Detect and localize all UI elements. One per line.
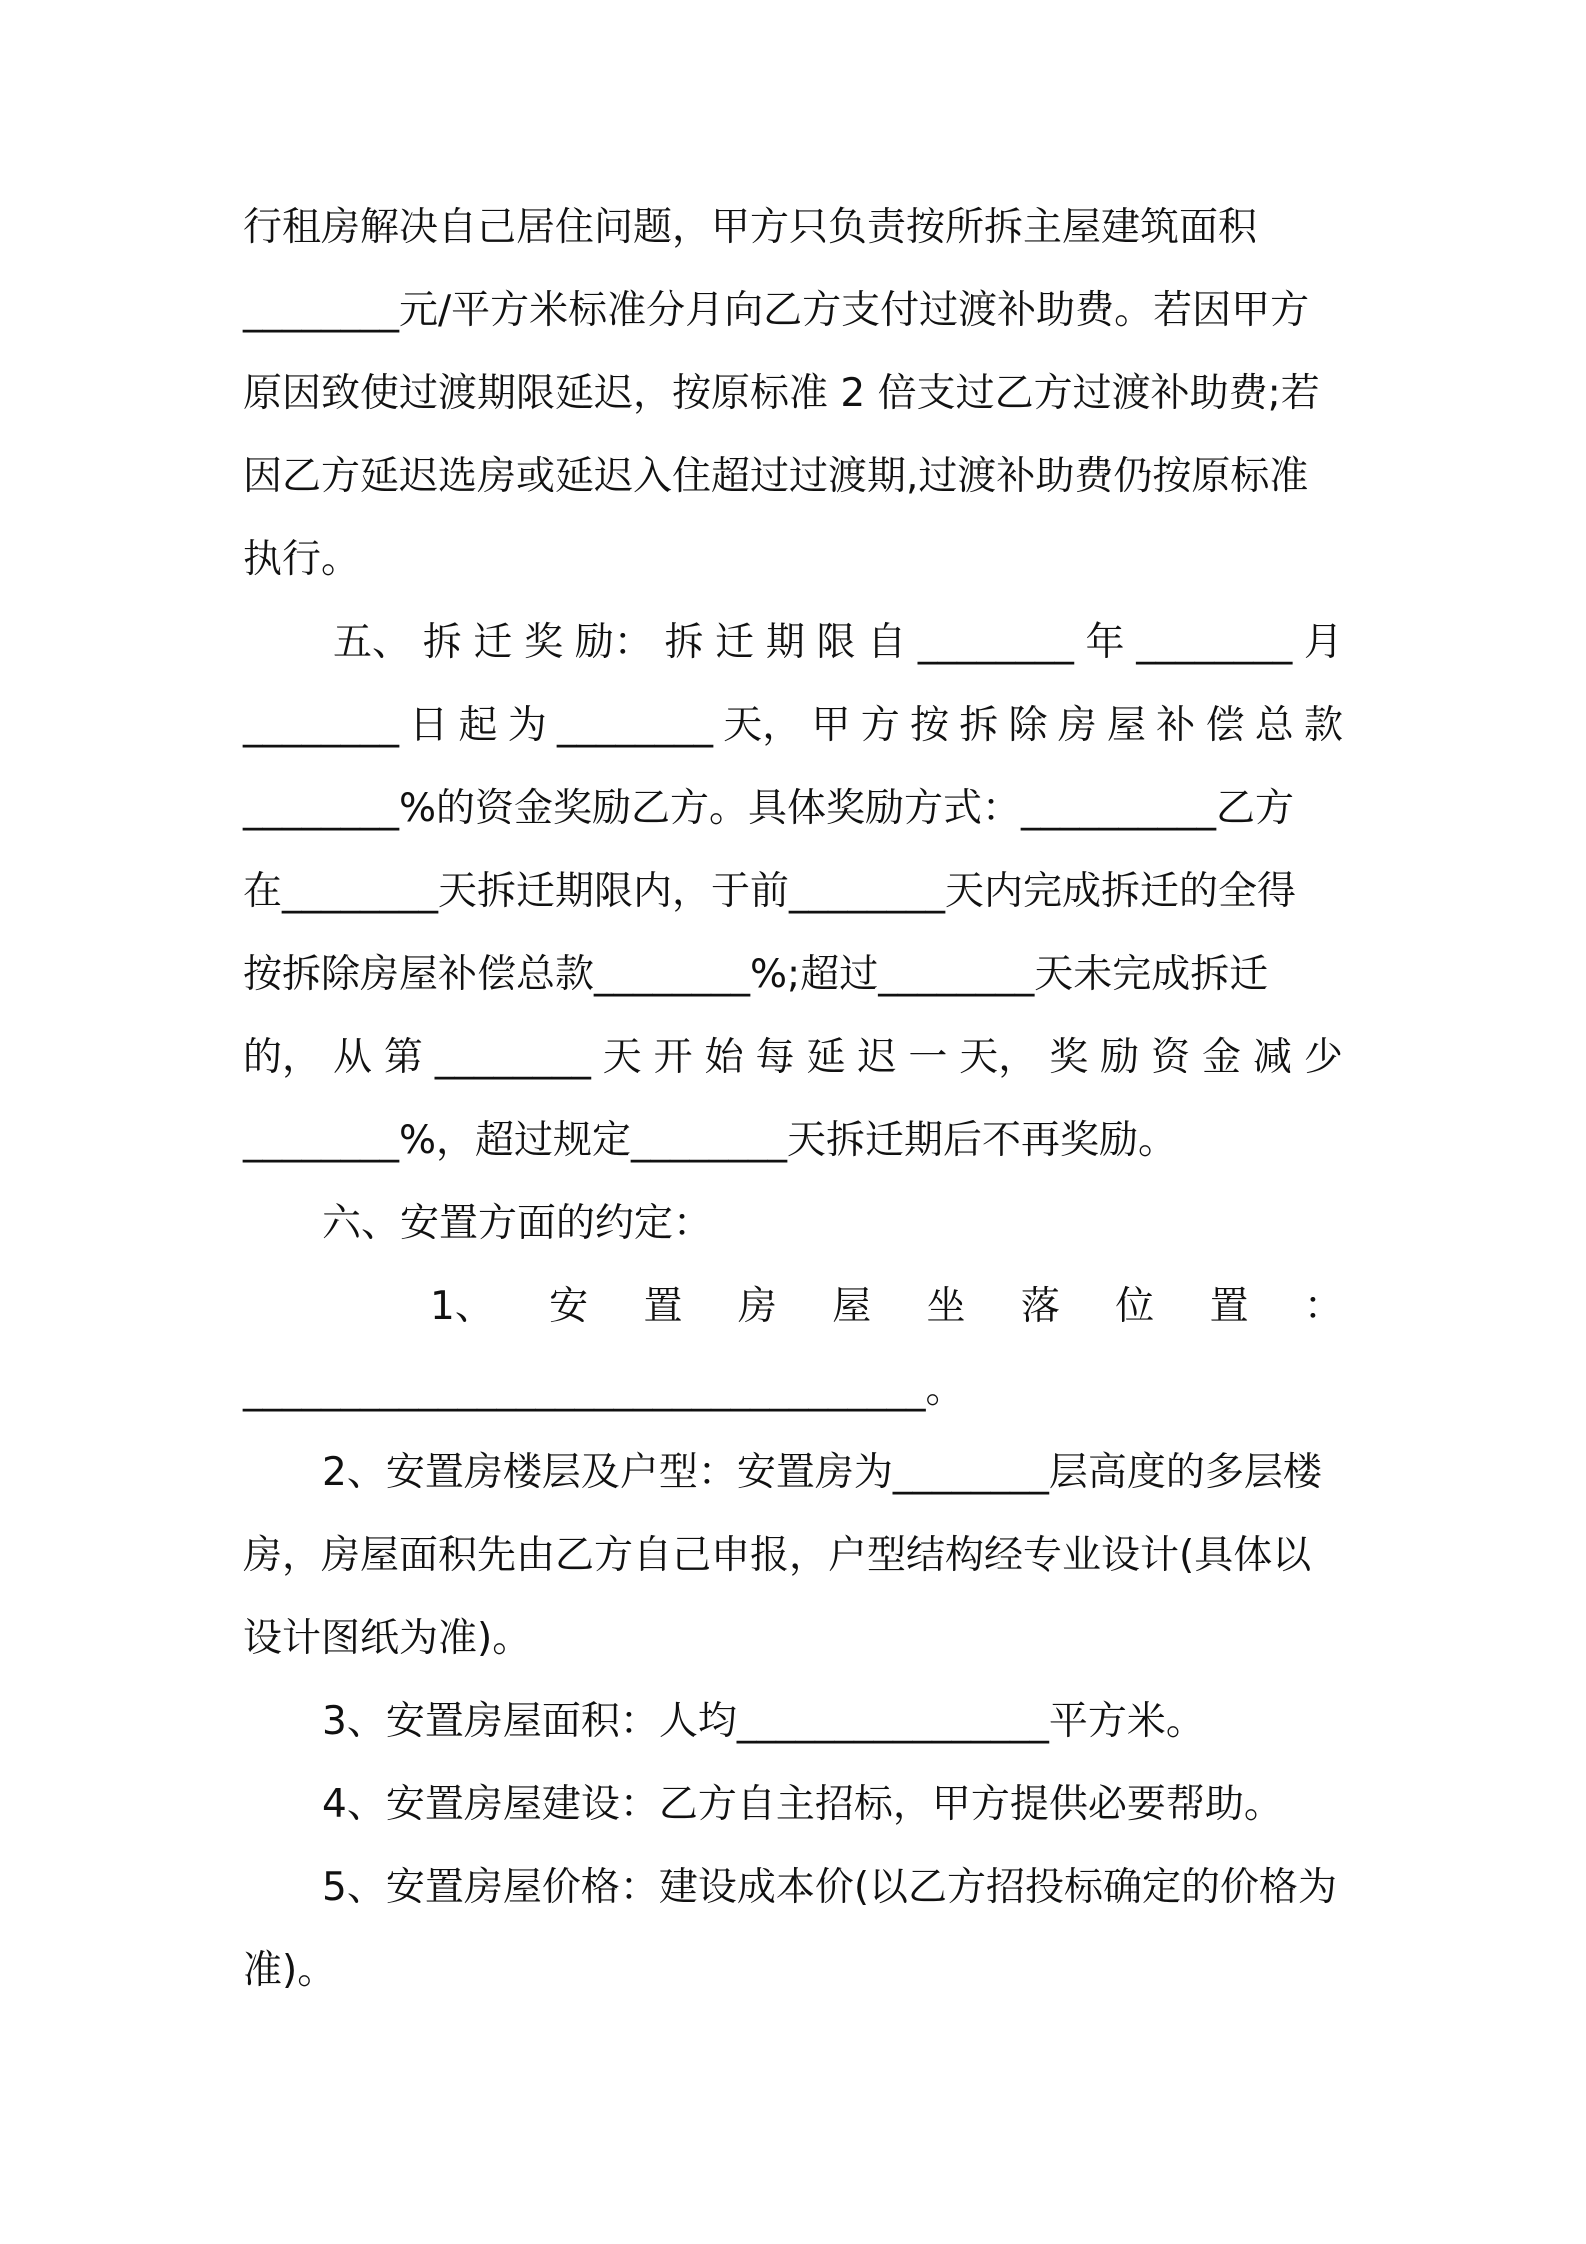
text-segment: 迁 xyxy=(715,620,755,665)
text-segment: 补 xyxy=(1156,703,1196,748)
text-segment: 按 xyxy=(909,703,949,748)
text-line: 4、安置房屋建设：乙方自主招标，甲方提供必要帮助。 xyxy=(322,1782,1283,1827)
text-line: 执行。 xyxy=(243,537,361,582)
text-segment: 奖 xyxy=(1049,1035,1089,1080)
text-segment: 1、 xyxy=(430,1284,494,1329)
item-one-heading-line xyxy=(430,1279,1343,1335)
text-segment: 迟 xyxy=(857,1035,897,1080)
text-segment: ： xyxy=(1303,1284,1343,1329)
section-six-heading: 六、安置方面的约定： xyxy=(322,1201,713,1246)
text-segment: 始 xyxy=(704,1035,744,1080)
text-segment: 置 xyxy=(643,1284,683,1329)
text-segment: 置 xyxy=(1209,1284,1249,1329)
section-five-heading-line xyxy=(333,615,1343,671)
text-segment: 总 xyxy=(1254,703,1294,748)
text-segment: 房 xyxy=(1057,703,1097,748)
text-segment: 拆 xyxy=(422,620,462,665)
text-line-justified xyxy=(243,698,1343,754)
text-segment: 为 xyxy=(507,703,547,748)
text-line-justified xyxy=(243,1030,1343,1086)
text-segment: 少 xyxy=(1303,1035,1343,1080)
text-segment: 期 xyxy=(765,620,805,665)
text-line: 设计图纸为准)。 xyxy=(243,1616,532,1661)
text-line: 3、安置房屋面积：人均________________平方米。 xyxy=(322,1699,1205,1744)
text-line: ________元/平方米标准分月向乙方支付过渡补助费。若因甲方 xyxy=(243,288,1310,333)
text-segment: 减 xyxy=(1252,1035,1292,1080)
text-segment: 开 xyxy=(653,1035,693,1080)
text-segment: 天， xyxy=(723,703,802,748)
blank-line: ___________________________________。 xyxy=(243,1367,965,1412)
text-segment: 励 xyxy=(1100,1035,1140,1080)
text-segment: 资 xyxy=(1151,1035,1191,1080)
text-segment: 方 xyxy=(860,703,900,748)
text-line: ________%的资金奖励乙方。具体奖励方式：__________乙方 xyxy=(243,786,1295,831)
text-segment: 限 xyxy=(816,620,856,665)
text-line: 准)。 xyxy=(243,1948,337,1993)
text-line: 2、安置房楼层及户型：安置房为________层高度的多层楼 xyxy=(322,1450,1322,1495)
text-segment: 从 xyxy=(332,1035,372,1080)
text-line: 行租房解决自己居住问题，甲方只负责按所拆主屋建筑面积 xyxy=(243,205,1258,250)
text-segment: 位 xyxy=(1115,1284,1155,1329)
text-segment: 自 xyxy=(867,620,907,665)
text-segment: 屋 xyxy=(832,1284,872,1329)
text-segment: 安 xyxy=(549,1284,589,1329)
text-line: ________%，超过规定________天拆迁期后不再奖励。 xyxy=(243,1118,1178,1163)
blank-field: ________ xyxy=(1136,620,1293,665)
text-segment: 月 xyxy=(1303,620,1343,665)
text-line: 按拆除房屋补偿总款________%;超过________天未完成拆迁 xyxy=(243,952,1269,997)
blank-field: ________ xyxy=(917,620,1074,665)
text-segment: 延 xyxy=(806,1035,846,1080)
text-segment: 五、 xyxy=(333,620,412,665)
text-segment: 款 xyxy=(1303,703,1343,748)
text-segment: 年 xyxy=(1085,620,1125,665)
text-segment: 拆 xyxy=(664,620,704,665)
text-segment: 天 xyxy=(602,1035,642,1080)
text-segment: 除 xyxy=(1008,703,1048,748)
blank-field: ________ xyxy=(556,703,713,748)
text-segment: 一 xyxy=(908,1035,948,1080)
text-line: 在________天拆迁期限内，于前________天内完成拆迁的全得 xyxy=(243,869,1297,914)
text-segment: 屋 xyxy=(1106,703,1146,748)
text-segment: 落 xyxy=(1020,1284,1060,1329)
text-segment: 金 xyxy=(1202,1035,1242,1080)
text-line: 5、安置房屋价格：建设成本价(以乙方招投标确定的价格为 xyxy=(322,1865,1338,1910)
text-segment: 第 xyxy=(383,1035,423,1080)
blank-field: ________ xyxy=(434,1035,591,1080)
text-line: 因乙方延迟选房或延迟入住超过过渡期,过渡补助费仍按原标准 xyxy=(243,454,1309,499)
text-segment: 日 xyxy=(409,703,449,748)
text-segment: 甲 xyxy=(811,703,851,748)
text-segment: 房 xyxy=(737,1284,777,1329)
text-segment: 奖 xyxy=(524,620,564,665)
text-segment: 偿 xyxy=(1205,703,1245,748)
text-segment: 天， xyxy=(959,1035,1038,1080)
text-segment: 迁 xyxy=(473,620,513,665)
blank-field: ________ xyxy=(243,703,399,748)
text-segment: 励： xyxy=(574,620,653,665)
text-line: 原因致使过渡期限延迟，按原标准 2 倍支过乙方过渡补助费;若 xyxy=(243,371,1320,416)
text-segment: 的， xyxy=(243,1035,322,1080)
text-segment: 每 xyxy=(755,1035,795,1080)
text-line: 房，房屋面积先由乙方自己申报，户型结构经专业设计(具体以 xyxy=(243,1533,1312,1578)
text-segment: 拆 xyxy=(959,703,999,748)
text-segment: 坐 xyxy=(926,1284,966,1329)
text-segment: 起 xyxy=(458,703,498,748)
